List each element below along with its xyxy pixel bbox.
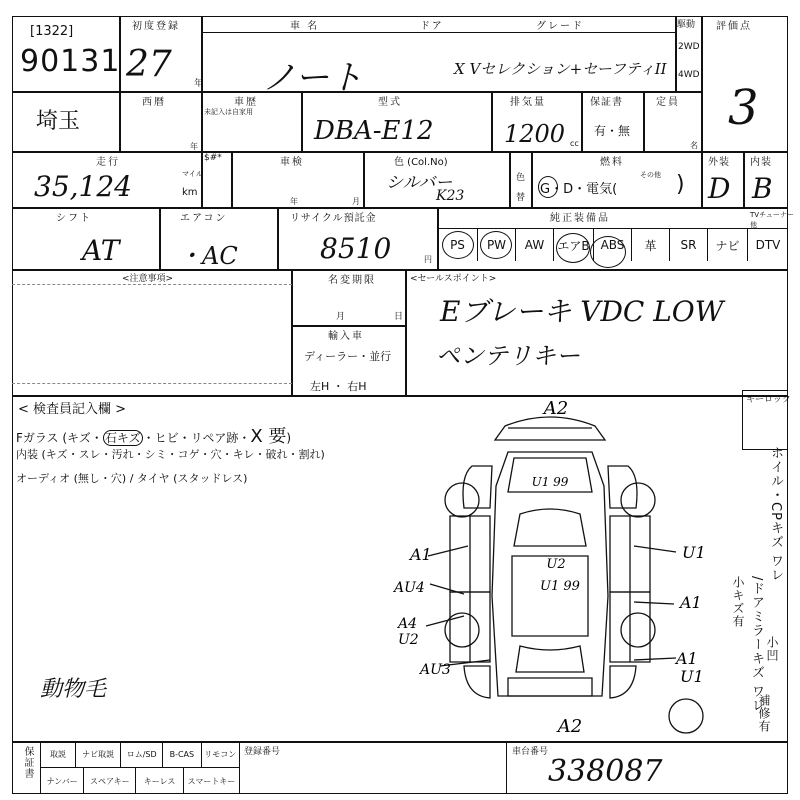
fuel-header: 燃料 (600, 157, 624, 168)
color-code: K23 (436, 188, 465, 204)
import-hand: 左H ・ 右H (310, 380, 367, 393)
line1-rest: ・ヒビ・リペア跡・ (142, 431, 251, 445)
fuel-close: ) (676, 172, 685, 197)
bottom-r1-c0: 取説 (41, 742, 76, 767)
capacity-header: 定員 (656, 97, 680, 108)
line1-prefix: Fガラス (キズ・ (16, 431, 103, 445)
exterior-header: 外装 (708, 157, 730, 168)
drive-2wd: 2WD (678, 42, 700, 52)
drive-header: 駆動 (677, 20, 696, 30)
mark-roof2: U1 99 (540, 579, 580, 594)
history-year-unit: 年 (190, 142, 198, 151)
attention-header: <注意事項> (122, 274, 174, 284)
import-header: 輸入車 (328, 331, 364, 342)
equip-leather: 革 (632, 229, 670, 261)
mark-right-rear: A1 (676, 649, 698, 668)
color-row1: 色 (516, 173, 526, 183)
sales-point-line2: ペンテリキー (436, 342, 580, 370)
lot-number: 90131 (20, 44, 121, 79)
mark-hood: U1 99 (531, 475, 569, 489)
model-header: 型式 (378, 97, 402, 108)
mark-roof: U2 (546, 557, 566, 572)
recycle-value: 8510 (320, 232, 392, 265)
equip-ps-circle (442, 231, 474, 259)
mileage-unit-km: km (182, 187, 198, 198)
mark-left-door: A4 (398, 616, 418, 632)
inspector-line1 (16, 422, 291, 448)
mark-right-mid: A1 (680, 593, 702, 612)
keylock-header: キーロック (746, 395, 791, 405)
name-change-month: 月 (336, 312, 346, 322)
car-name-value: ノート (262, 58, 363, 98)
warranty-header: 保証書 (590, 97, 623, 108)
history-note: 未記入は自家用 (204, 108, 253, 116)
fuel-options: G・D・電気( (540, 182, 618, 197)
first-reg-header: 初度登録 (132, 21, 180, 32)
shaken-header: 車検 (280, 157, 304, 168)
mileage-value: 35,124 (34, 170, 132, 203)
header-underline (202, 32, 676, 33)
line1-x: X 要 (250, 426, 287, 447)
interior-value: B (752, 172, 773, 205)
attention-lines (12, 284, 292, 384)
fuel-g-circle (538, 176, 558, 198)
aircon-value: ・AC (178, 242, 238, 270)
equip-navi: ナビ (708, 229, 748, 261)
line1-mid: 石キズ (104, 431, 141, 445)
inspector-header: < 検査員記入欄 > (18, 402, 127, 417)
score-header: 評価点 (716, 21, 752, 32)
inspector-line2: 内装 (キズ・スレ・汚れ・シミ・コゲ・穴・キレ・破れ・割れ) (16, 448, 325, 461)
bottom-r1-c4: リモコン (204, 750, 237, 759)
color-header: 色 (Col.No) (394, 157, 448, 168)
equip-pw-circle (480, 231, 512, 259)
mark-left-mid: AU4 (394, 580, 425, 596)
color-value: シルバー (386, 173, 453, 193)
mark-right-front: U1 (682, 543, 706, 562)
shift-header: シフト (56, 213, 92, 224)
car-diagram (380, 396, 720, 742)
inspector-line3: オーディオ (無し・穴) / タイヤ (スタッドレス) (16, 472, 248, 485)
first-reg-unit: 年 (194, 79, 204, 89)
equip-airbag-circle (556, 233, 590, 263)
equip-ps: PS (438, 229, 478, 261)
line1-close: ) (286, 431, 292, 445)
mark-front: A2 (543, 398, 569, 419)
shaken-year: 年 (290, 197, 298, 206)
equipment-side-header: TVチューナー他 (750, 211, 794, 229)
model-value: DBA-E12 (314, 116, 434, 146)
sales-point-line1: Eブレーキ VDC LOW (440, 295, 724, 328)
right-note-col5: 補修有 (757, 694, 771, 733)
mark-left-rear: AU3 (420, 662, 451, 678)
right-note-col2: /ドアミラーキズ ワレ (749, 576, 764, 713)
inspector-handnote: 動物毛 (40, 677, 107, 702)
bottom-grid (40, 742, 240, 794)
equip-abs: ABS (594, 229, 632, 261)
fuel-other: その他 (640, 171, 661, 179)
shift-value: AT (82, 234, 120, 267)
right-note-col3: 小キズ有 (731, 576, 745, 628)
equip-abs-circle (590, 236, 626, 268)
mark-left-front: A1 (410, 545, 432, 564)
bottom-r1-c3: B-CAS (163, 742, 201, 767)
pref-name: 埼玉 (36, 109, 81, 134)
equip-aw: AW (516, 229, 554, 261)
mark-right-rear2: U1 (680, 667, 704, 686)
chassis-value: 338087 (548, 754, 663, 789)
right-note-col1: ホイル・CPキズ ワレ (768, 446, 783, 583)
reg-header: 登録番号 (244, 747, 281, 757)
displacement-header: 排気量 (510, 97, 546, 108)
bottom-r2-c1: スペアキー (84, 768, 136, 794)
name-change-header: 名変期限 (328, 275, 376, 286)
right-note-col4: 小凹 (765, 636, 779, 662)
chassis-header: 車台番号 (512, 747, 549, 757)
bottom-r2-c3: スマートキー (187, 776, 236, 786)
name-change-day: 日 (394, 312, 404, 322)
car-name-header: 車 名 (290, 21, 320, 32)
equip-airbag: エアB (554, 229, 594, 261)
bottom-r2-c2: キーレス (136, 768, 184, 794)
mileage-header: 走行 (96, 157, 120, 168)
bottom-r2-c0: ナンバー (41, 768, 84, 794)
equip-pw: PW (478, 229, 516, 261)
mark-rear: A2 (557, 716, 583, 737)
displacement-unit: cc (570, 139, 579, 148)
door-header: ドア (420, 21, 444, 32)
exterior-value: D (708, 172, 731, 205)
mark-left-door2: U2 (398, 632, 419, 648)
mileage-unit-mile: マイル (182, 170, 203, 178)
import-dealer: ディーラー・並行 (304, 350, 392, 363)
score-value: 3 (728, 80, 759, 136)
seireki-header: 西暦 (142, 97, 166, 108)
bottom-col-header: 保証書 (22, 746, 33, 779)
bottom-r1-c1: ナビ取説 (76, 742, 121, 767)
bottom-r1-c2: ロム/SD (121, 742, 163, 767)
warranty-options: 有・無 (594, 124, 631, 138)
color-row2: 替 (516, 193, 526, 203)
drive-4wd: 4WD (678, 70, 700, 80)
interior-header: 内装 (750, 157, 772, 168)
equip-dtv: DTV (755, 238, 781, 252)
sw-header: $#* (204, 153, 222, 163)
sales-point-box (406, 270, 788, 396)
grade-value: X Vセレクション+セーフティII (454, 60, 667, 78)
equip-sr: SR (670, 229, 708, 261)
stock-code: [1322] (30, 24, 74, 39)
bottom-row2 (41, 768, 239, 794)
bottom-row1 (41, 742, 239, 768)
sales-point-header: <セールスポイント> (410, 274, 497, 284)
grade-header: グレード (536, 21, 584, 32)
aircon-header: エアコン (180, 213, 228, 224)
recycle-header: リサイクル預託金 (290, 213, 377, 224)
history-header: 車歴 (234, 97, 258, 108)
recycle-unit: 円 (424, 255, 432, 264)
displacement-value: 1200 (504, 120, 566, 148)
equipment-header: 純正装備品 (550, 213, 610, 224)
pref-box (12, 92, 120, 152)
chassis-divider (506, 742, 507, 794)
capacity-unit: 名 (690, 141, 698, 150)
first-reg-value: 27 (126, 44, 172, 85)
shaken-month: 月 (352, 197, 360, 206)
